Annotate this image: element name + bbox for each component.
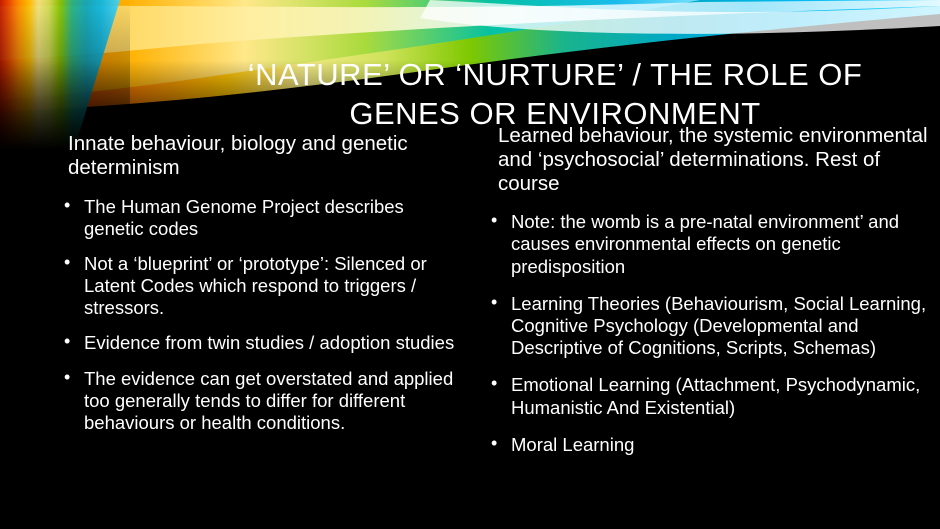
content-column-right [485, 124, 933, 471]
column-right-bullet-list [485, 211, 933, 456]
column-left-heading: Innate behaviour, biology and genetic determinism [68, 132, 408, 179]
list-item: • Moral Learning [485, 434, 933, 456]
content-column-left [58, 132, 468, 447]
list-item: • Not a ‘blueprint’ or ‘prototype’: Silenced or Latent Codes which respond to triggers / stressors. [58, 253, 468, 320]
slide-title: ‘NATURE’ OR ‘NURTURE’ / THE ROLE OF GENES OR ENVIRONMENT [247, 56, 863, 132]
list-item: • Evidence from twin studies / adoption studies [58, 332, 468, 354]
column-left-bullet-list [58, 196, 468, 435]
list-item: • The evidence can get overstated and applied too generally tends to differ for different behaviours or health conditions. [58, 368, 468, 435]
column-right-heading: Learned behaviour, the systemic environmental and ‘psychosocial’ determinations. Rest of course [498, 124, 928, 195]
list-item: • Emotional Learning (Attachment, Psychodynamic, Humanistic And Existential) [485, 374, 933, 418]
list-item: • The Human Genome Project describes genetic codes [58, 196, 468, 240]
list-item: • Learning Theories (Behaviourism, Social Learning, Cognitive Psychology (Developmental and Descriptive of Cognitions, Scripts, Schemas) [485, 293, 933, 360]
list-item: • Note: the womb is a pre-natal environment’ and causes environmental effects on genetic predisposition [485, 211, 933, 278]
slide-content [0, 124, 940, 522]
